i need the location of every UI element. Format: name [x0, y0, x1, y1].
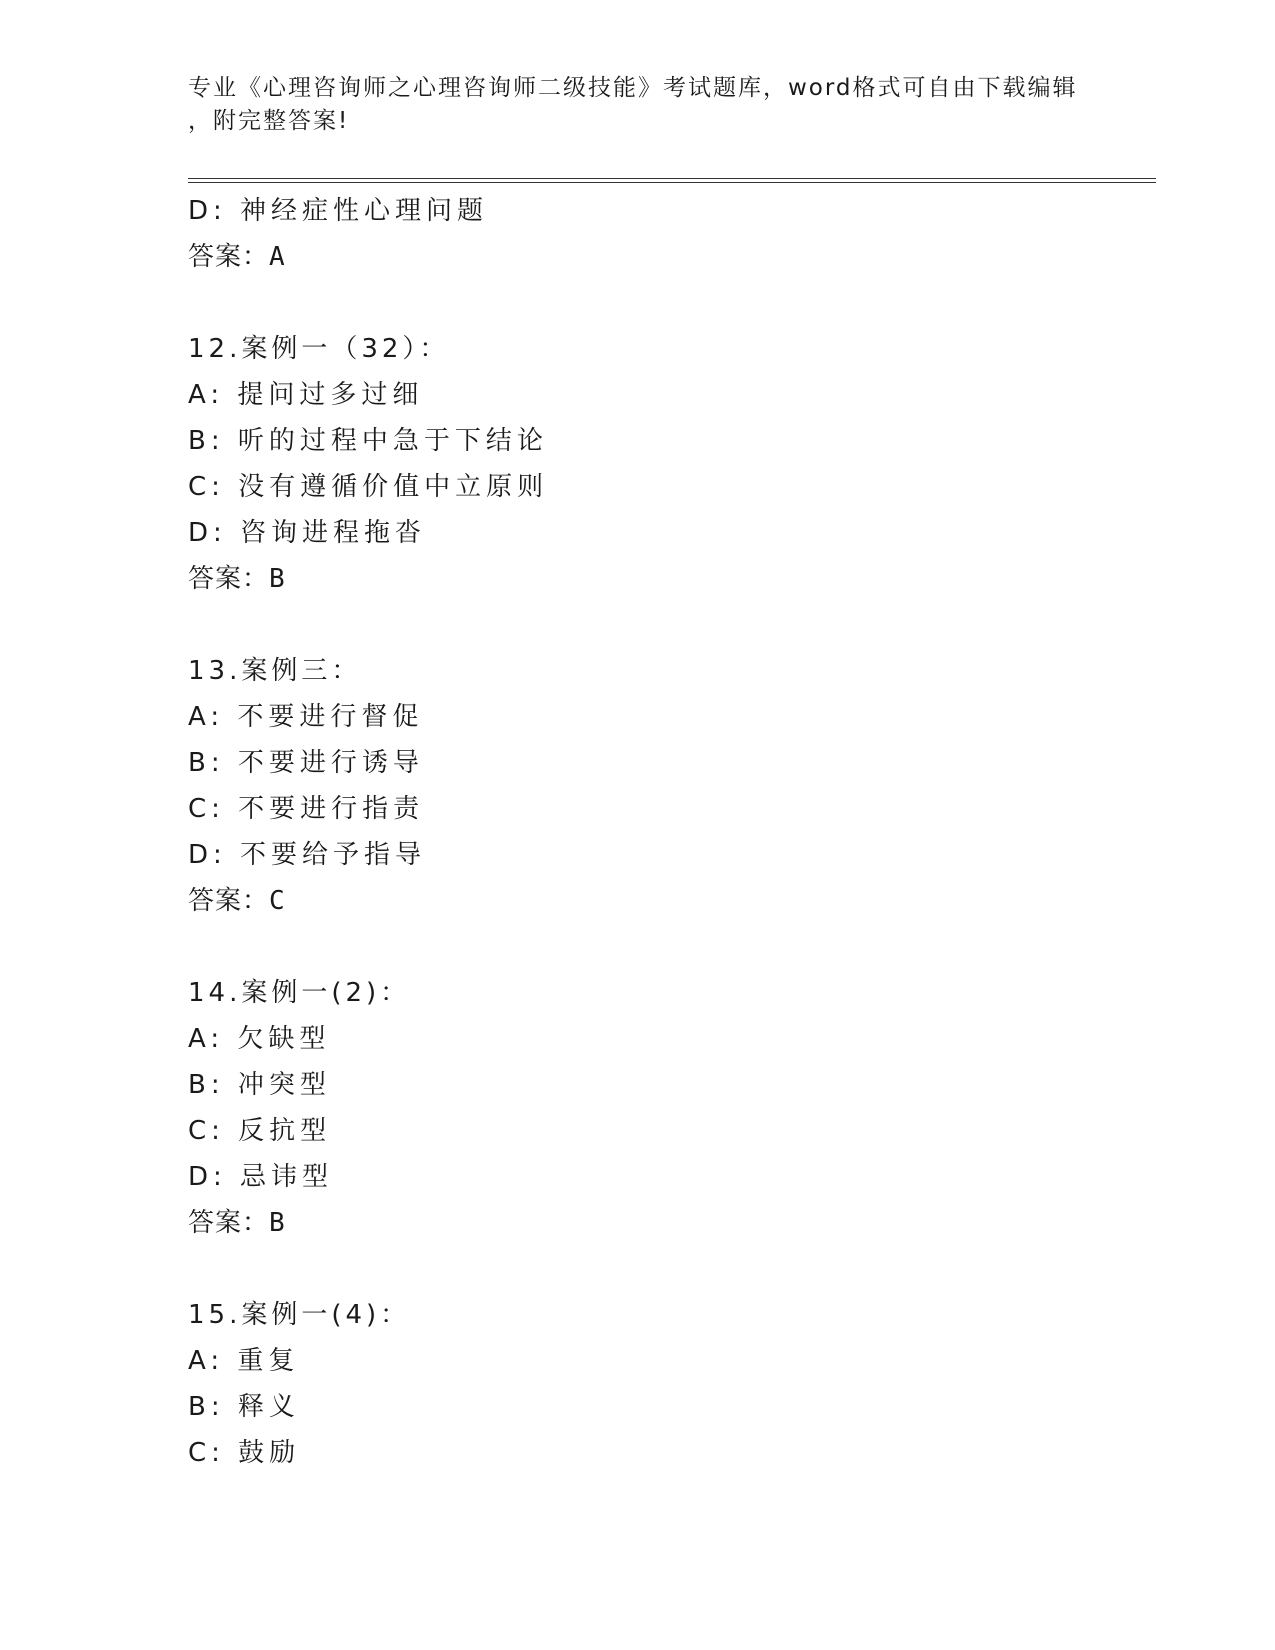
- header-divider: [188, 178, 1156, 183]
- question-13-option-c: C: 不要进行指责: [188, 794, 425, 824]
- question-14-option-b: B: 冲突型: [188, 1070, 331, 1100]
- question-14-option-d: D: 忌讳型: [188, 1162, 334, 1192]
- question-12-option-b: B: 听的过程中急于下结论: [188, 426, 548, 456]
- question-12-answer: 答案：B: [188, 564, 286, 594]
- spacer: [188, 924, 1148, 970]
- question-14-option-c: C: 反抗型: [188, 1116, 332, 1146]
- question-list: [188, 188, 1148, 1476]
- spacer: [188, 1246, 1148, 1292]
- prev-option-d: D: 神经症性心理问题: [188, 196, 489, 226]
- question-14-option-a: A: 欠缺型: [188, 1024, 331, 1054]
- question-13-answer: 答案：C: [188, 886, 286, 916]
- question-12-title: 12.案例一（32）：: [188, 334, 450, 364]
- document-header: [188, 72, 1088, 138]
- question-15-option-b: B: 释义: [188, 1392, 300, 1422]
- question-12-option-c: C: 没有遵循价值中立原则: [188, 472, 549, 502]
- header-line-2: ，附完整答案!: [188, 108, 350, 134]
- question-13-option-a: A: 不要进行督促: [188, 702, 424, 732]
- question-12-option-d: D: 咨询进程拖沓: [188, 518, 427, 548]
- header-line-1: 专业《心理咨询师之心理咨询师二级技能》考试题库，word格式可自由下载编辑: [188, 75, 1078, 101]
- question-14-title: 14.案例一(2)：: [188, 978, 411, 1008]
- question-13-option-b: B: 不要进行诱导: [188, 748, 424, 778]
- spacer: [188, 602, 1148, 648]
- question-15-title: 15.案例一(4)：: [188, 1300, 411, 1330]
- question-14-answer: 答案：B: [188, 1208, 286, 1238]
- question-13-option-d: D: 不要给予指导: [188, 840, 427, 870]
- spacer: [188, 280, 1148, 326]
- question-12-option-a: A: 提问过多过细: [188, 380, 424, 410]
- question-15-option-a: A: 重复: [188, 1346, 300, 1376]
- question-15-option-c: C: 鼓励: [188, 1438, 301, 1468]
- prev-answer: 答案：A: [188, 242, 286, 272]
- question-13-title: 13.案例三：: [188, 656, 362, 686]
